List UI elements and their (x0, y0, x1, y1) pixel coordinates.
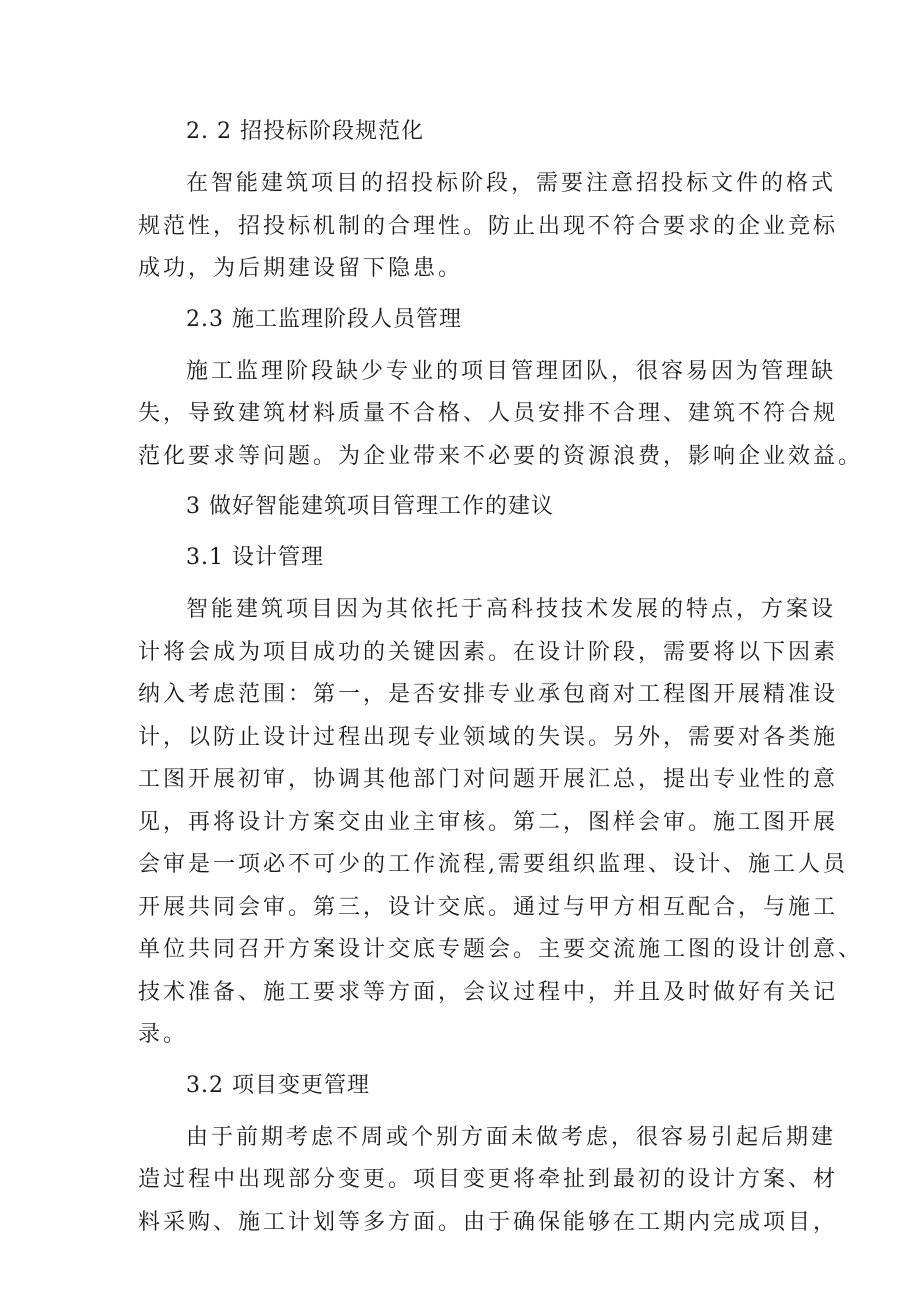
section-heading-3-1: 3.1 设计管理 (186, 545, 324, 570)
section-heading-2-3: 2.3 施工监理阶段人员管理 (186, 306, 462, 332)
text-line: 见，再将设计方案交由业主审核。第二，图样会审。施工图开展 (138, 809, 839, 835)
text-line: 失，导致建筑材料质量不合格、人员安排不合理、建筑不符合规 (138, 401, 839, 426)
paragraph-3-1 (138, 589, 864, 1057)
text-line: 由于前期考虑不周或个别方面未做考虑，很容易引起后期建 (186, 1124, 837, 1150)
text-line: 料采购、施工计划等多方面。由于确保能够在工期内完成项目， (138, 1209, 839, 1235)
text-line: 智能建筑项目因为其依托于高科技技术发展的特点，方案设 (186, 597, 837, 622)
text-line: 在智能建筑项目的招投标阶段，需要注意招投标文件的格式 (186, 171, 837, 196)
text-line: 成功，为后期建设留下隐患。 (138, 256, 464, 281)
section-heading-2-2: 2. 2 招投标阶段规范化 (186, 119, 424, 144)
text-line: 计，以防止设计过程出现专业领域的失误。另外，需要对各类施 (138, 724, 839, 750)
text-line: 范化要求等问题。为企业带来不必要的资源浪费，影响企业效益。 (138, 443, 864, 469)
section-heading-3: 3 做好智能建筑项目管理工作的建议 (186, 494, 554, 519)
text-line: 规范性，招投标机制的合理性。防止出现不符合要求的企业竞标 (138, 213, 839, 239)
paragraph-2-2 (138, 163, 839, 291)
paragraph-3-2 (138, 1117, 839, 1245)
paragraph-2-3 (138, 351, 864, 479)
text-line: 开展共同会审。第三，设计交底。通过与甲方相互配合，与施工 (138, 894, 839, 920)
text-line: 造过程中出现部分变更。项目变更将牵扯到最初的设计方案、材 (138, 1167, 839, 1192)
document-page (138, 110, 864, 1244)
text-line: 技术准备、施工要求等方面，会议过程中，并且及时做好有关记 (138, 979, 839, 1005)
text-line: 会审是一项必不可少的工作流程,需要组织监理、设计、施工人员 (138, 852, 848, 877)
text-line: 工图开展初审，协调其他部门对问题开展汇总，提出专业性的意 (138, 767, 839, 792)
text-line: 单位共同召开方案设计交底专题会。主要交流施工图的设计创意、 (138, 937, 864, 962)
text-line: 计将会成为项目成功的关键因素。在设计阶段，需要将以下因素 (138, 639, 839, 665)
text-line: 录。 (138, 1022, 189, 1047)
text-line: 施工监理阶段缺少专业的项目管理团队，很容易因为管理缺 (186, 358, 837, 384)
section-heading-3-2: 3.2 项目变更管理 (186, 1072, 370, 1098)
text-line: 纳入考虑范围：第一，是否安排专业承包商对工程图开展精准设 (138, 682, 839, 707)
